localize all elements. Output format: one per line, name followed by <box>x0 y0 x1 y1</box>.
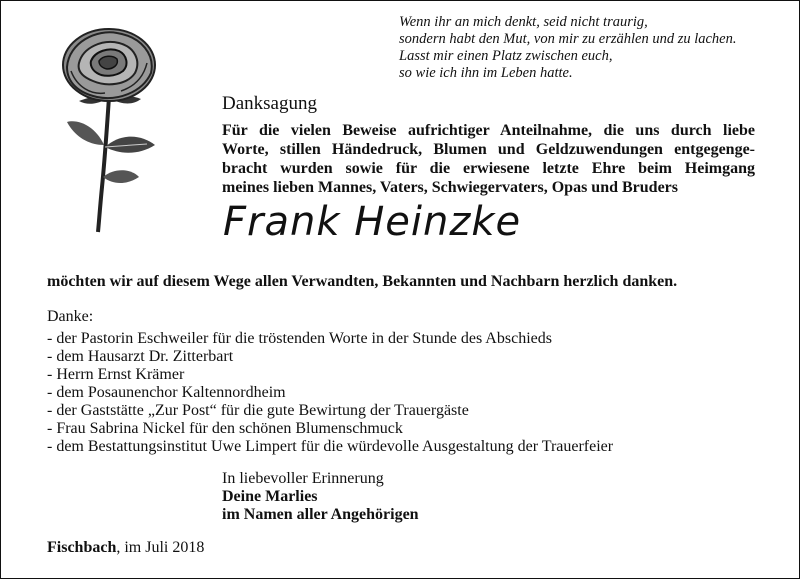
closing-block <box>222 470 419 524</box>
list-item: - Frau Sabrina Nickel für den schönen Blumenschmuck <box>47 420 403 437</box>
list-item: - dem Bestattungsinstitut Uwe Limpert für die würdevolle Ausgestaltung der Trauerfeier <box>47 438 614 455</box>
heading: Danksagung <box>222 93 317 114</box>
place-date-text: , im Juli 2018 <box>116 539 205 556</box>
list-item: - der Pastorin Eschweiler für die tröstenden Worte in der Stunde des Abschieds <box>47 330 552 347</box>
danke-label: Danke: <box>47 308 94 325</box>
rose-icon <box>47 27 177 237</box>
poem-line: Lasst mir einen Platz zwischen euch, <box>399 48 613 64</box>
list-item: - der Gaststätte „Zur Post“ für die gute Bewirtung der Trauergäste <box>47 402 469 419</box>
poem-line: so wie ich ihn im Leben hatte. <box>399 65 573 81</box>
poem <box>399 14 789 82</box>
thanks-line: möchten wir auf diesem Wege allen Verwandten, Bekannten und Nachbarn herzlich danken. <box>47 273 678 290</box>
danke-list <box>47 330 613 456</box>
list-item: - dem Posaunenchor Kaltennordheim <box>47 384 286 401</box>
intro-line: meines lieben Mannes, Vaters, Schwiegervaters, Opas und Bruders <box>222 179 678 196</box>
place-town: Fischbach <box>47 539 117 556</box>
poem-line: sondern habt den Mut, von mir zu erzählen und zu lachen. <box>399 31 737 47</box>
list-item: - Herrn Ernst Krämer <box>47 366 185 383</box>
intro-text <box>222 121 755 197</box>
poem-line: Wenn ihr an mich denkt, seid nicht traurig, <box>399 14 648 30</box>
deceased-name: Frank Heinzke <box>223 199 522 245</box>
place-date <box>47 539 204 557</box>
intro-line: Worte, stillen Händedruck, Blumen und Geldzuwendungen entgegenge- <box>222 141 755 158</box>
signature-name: Deine Marlies <box>222 488 318 505</box>
intro-line: bracht wurden sowie für die erwiesene letzte Ehre beim Heimgang <box>222 160 755 177</box>
intro-line: Für die vielen Beweise aufrichtiger Anteilnahme, die uns durch liebe <box>222 122 755 139</box>
closing-line: In liebevoller Erinnerung <box>222 470 384 487</box>
list-item: - dem Hausarzt Dr. Zitterbart <box>47 348 234 365</box>
signature-family: im Namen aller Angehörigen <box>222 506 419 523</box>
